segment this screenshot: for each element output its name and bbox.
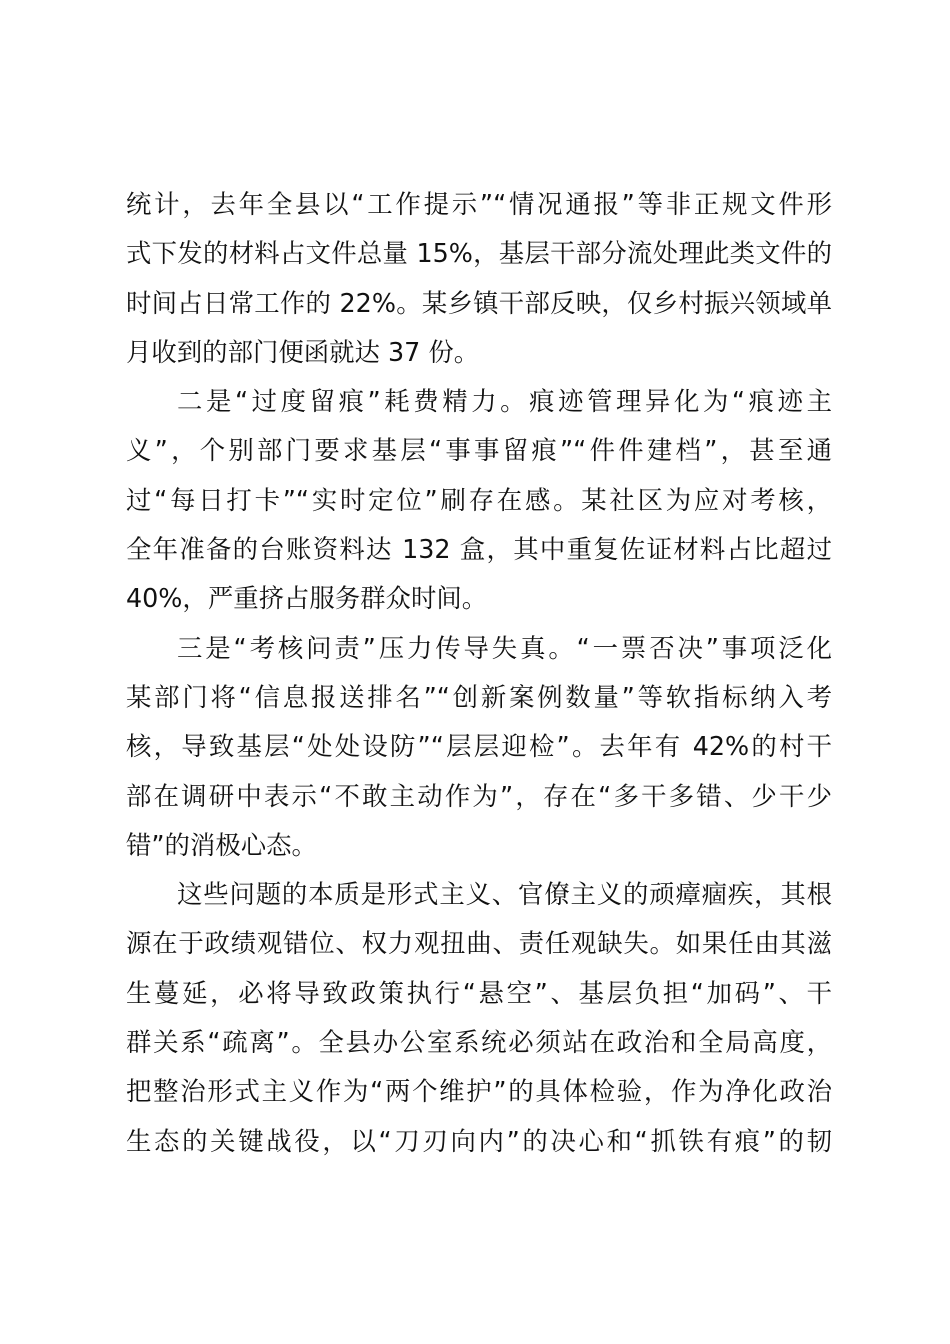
text-line: 这些问题的本质是形式主义、官僚主义的顽瘴痼疾，其根 [177, 879, 832, 910]
text-line: 统计，去年全县以“工作提示”“情况通报”等非正规文件形 [126, 189, 832, 219]
text-line: 义”，个别部门要求基层“事事留痕”“件件建档”，甚至通 [126, 435, 832, 466]
text-line: 错”的消极心态。 [126, 829, 317, 860]
body-text [126, 180, 832, 1166]
text-line: 生蔓延，必将导致政策执行“悬空”、基层负担“加码”、干 [126, 977, 832, 1008]
text-line: 二是“过度留痕”耗费精力。痕迹管理异化为“痕迹主 [177, 386, 832, 417]
text-line: 式下发的材料占文件总量 15%，基层干部分流处理此类文件的 [126, 238, 832, 269]
text-line: 三是“考核问责”压力传导失真。“一票否决”事项泛化 [177, 632, 832, 663]
text-line: 把整治形式主义作为“两个维护”的具体检验，作为净化政治 [126, 1076, 832, 1107]
text-line: 过“每日打卡”“实时定位”刷存在感。某社区为应对考核， [126, 484, 832, 515]
text-line: 群关系“疏离”。全县办公室系统必须站在政治和全局高度， [126, 1027, 832, 1058]
text-line: 源在于政绩观错位、权力观扭曲、责任观缺失。如果任由其滋 [126, 928, 832, 959]
text-line: 某部门将“信息报送排名”“创新案例数量”等软指标纳入考 [126, 681, 832, 712]
text-line: 生态的关键战役，以“刀刃向内”的决心和“抓铁有痕”的韧 [126, 1125, 832, 1156]
text-line: 部在调研中表示“不敢主动作为”，存在“多干多错、少干少 [126, 780, 832, 811]
text-line: 全年准备的台账资料达 132 盒，其中重复佐证材料占比超过 [126, 534, 832, 565]
text-line: 核，导致基层“处处设防”“层层迎检”。去年有 42%的村干 [126, 731, 832, 762]
text-line: 40%，严重挤占服务群众时间。 [126, 583, 488, 614]
text-line: 月收到的部门便函就达 37 份。 [126, 336, 480, 367]
text-line: 时间占日常工作的 22%。某乡镇干部反映，仅乡村振兴领域单 [126, 287, 832, 318]
